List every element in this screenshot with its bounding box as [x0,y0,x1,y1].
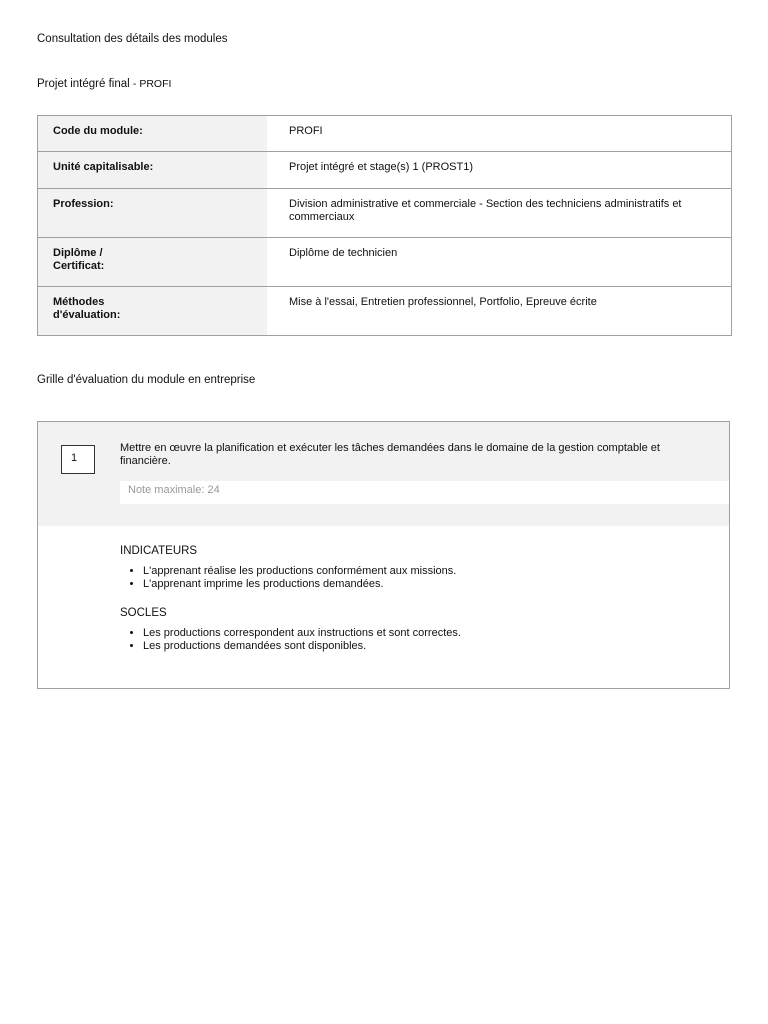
module-code: - PROFI [132,78,172,90]
diplome-label [38,238,267,286]
module-details-table [37,115,732,336]
socles-list [120,627,729,653]
indicateurs-title: INDICATEURS [120,545,198,557]
methodes-value: Mise à l'essai, Entretien professionnel, Portfolio, Epreuve écrite [289,296,597,308]
indicateurs-list [120,565,729,591]
module-title [37,78,171,90]
code-value: PROFI [289,125,323,137]
list-item: • Les productions correspondent aux instructions et sont correctes. [143,627,729,640]
criterion-body [38,526,729,653]
details-row-profession [38,189,731,238]
list-item: • L'apprenant réalise les productions conformément aux missions. [143,565,729,578]
evaluation-grid [37,421,730,689]
module-name: Projet intégré final [37,78,130,90]
criterion-number: 1 [61,445,95,474]
methodes-label-line2: d'évaluation: [53,308,121,321]
evaluation-grid-title: Grille d'évaluation du module en entreprise [37,374,256,386]
criterion-text: Mettre en œuvre la planification et exécuter les tâches demandées dans le domaine de la gestion comptable et financière. [120,442,660,467]
unite-value: Projet intégré et stage(s) 1 (PROST1) [289,161,474,173]
diplome-label-line1: Diplôme / [53,247,103,259]
criterion-header [38,422,729,526]
socles-title: SOCLES [120,607,167,619]
methodes-label-line1: Méthodes [53,296,105,308]
profession-value: Division administrative et commerciale - Section des techniciens administratifs et commerciaux [289,198,682,223]
diplome-value: Diplôme de technicien [289,247,398,259]
list-item: • Les productions demandées sont disponibles. [143,640,729,653]
profession-label: Profession: [38,189,267,237]
details-row-diplome [38,238,731,287]
list-item: • L'apprenant imprime les productions demandées. [143,578,729,591]
methodes-label [38,287,267,335]
note-max-field: Note maximale: 24 [120,481,729,504]
code-label: Code du module: [38,116,267,151]
diplome-label-line2: Certificat: [53,259,105,272]
page-title: Consultation des détails des modules [37,33,228,45]
details-row-methodes [38,287,731,335]
unite-label: Unité capitalisable: [38,152,267,188]
details-row-code [38,116,731,152]
details-row-unite [38,152,731,189]
